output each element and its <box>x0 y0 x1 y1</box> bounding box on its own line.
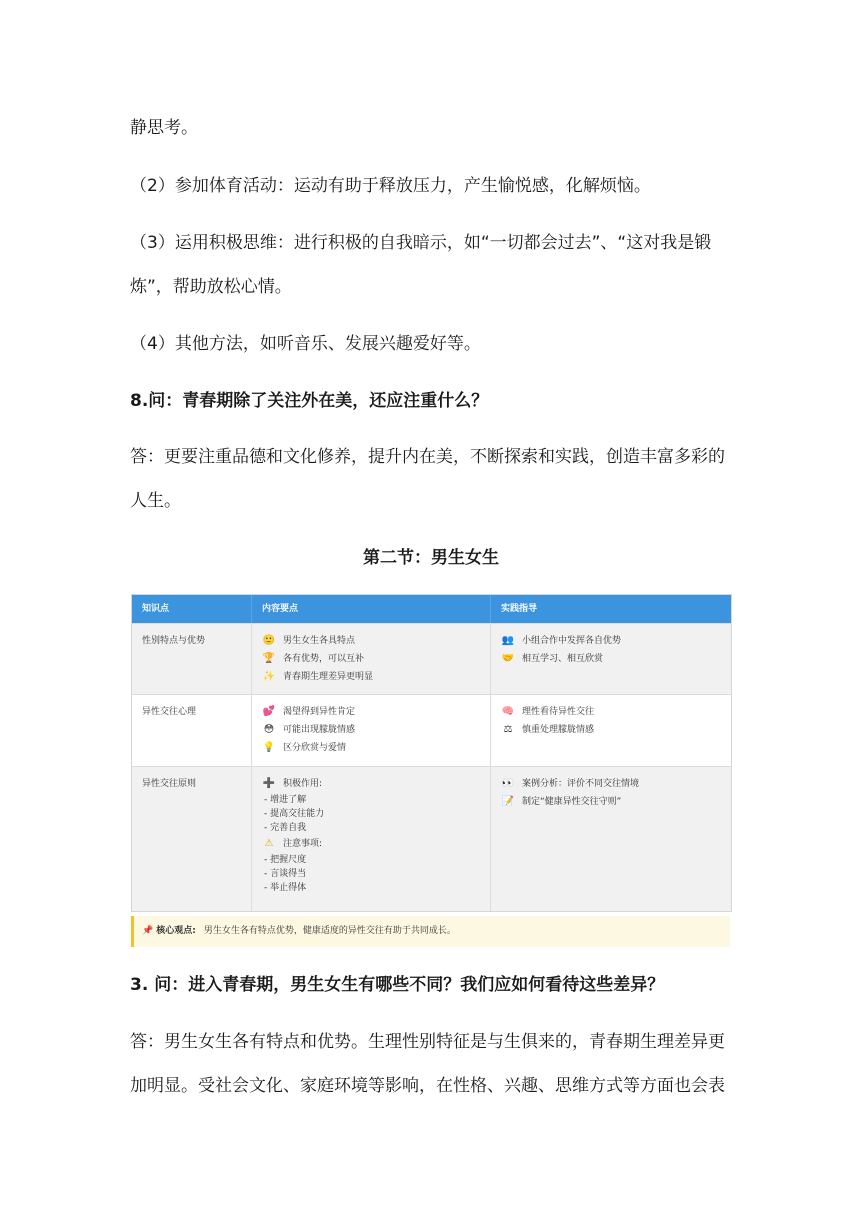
list-item-text: 男生女生各具特点 <box>283 636 356 646</box>
balance-icon: ⚖ <box>503 724 513 735</box>
table-header-cell: 内容要点 <box>252 595 491 623</box>
list-item <box>501 650 721 668</box>
list-heading-text: 积极作用: <box>283 779 323 789</box>
table-cell-topic: 性别特点与优势 <box>132 624 252 694</box>
core-point-note <box>131 916 730 947</box>
hearts-icon: 💕 <box>262 706 276 717</box>
paragraph: （2）参加体育活动：运动有助于释放压力，产生愉悦感，化解烦恼。 <box>130 176 651 196</box>
list-item-text: 理性看待异性交往 <box>522 707 595 717</box>
list-item <box>501 703 721 721</box>
list-item: - 提高交往能力 <box>264 809 325 819</box>
trophy-icon: 🏆 <box>262 653 276 664</box>
list-item-text: 相互学习、相互欣赏 <box>522 654 604 664</box>
table-cell-content <box>252 695 491 766</box>
warning-icon: ⚠ <box>264 838 274 849</box>
paragraph: （3）运用积极思维：进行积极的自我暗示，如“一切都会过去”、“这对我是锻 <box>130 233 712 253</box>
table-header-cell: 实践指导 <box>501 604 538 614</box>
answer-paragraph: 答：男生女生各有特点和优势。生理性别特征是与生俱来的，青春期生理差异更 <box>130 1032 725 1052</box>
table-cell-topic: 异性交往原则 <box>132 767 252 911</box>
table-row <box>132 623 731 694</box>
list-item-text: 区分欣赏与爱情 <box>283 743 347 753</box>
list-item <box>262 650 480 668</box>
list-item-text: 渴望得到异性肯定 <box>283 707 356 717</box>
list-item: - 把握尺度 <box>264 855 307 865</box>
table-cell-practice <box>491 695 731 766</box>
answer-paragraph: 人生。 <box>130 491 181 511</box>
list-item <box>262 721 480 739</box>
table-cell-content <box>252 767 491 911</box>
table-header <box>132 595 731 623</box>
table-cell-content <box>252 624 491 694</box>
list-item <box>262 739 480 757</box>
summary-table <box>131 594 732 912</box>
list-item-text: 青春期生理差异更明显 <box>283 672 374 682</box>
list-item-text: 小组合作中发挥各自优势 <box>522 636 622 646</box>
paragraph: 炼”，帮助放松心情。 <box>130 277 292 297</box>
paragraph: （4）其他方法，如听音乐、发展兴趣爱好等。 <box>130 334 481 354</box>
list-heading <box>262 835 480 853</box>
section-title: 第二节：男生女生 <box>363 548 499 568</box>
paragraph: 静思考。 <box>130 118 198 138</box>
list-item: - 增进了解 <box>264 795 307 805</box>
handshake-icon: 🤝 <box>501 653 515 664</box>
list-heading-text: 注意事项: <box>283 839 323 849</box>
list-item: - 举止得体 <box>264 883 307 893</box>
answer-paragraph: 答：更要注重品德和文化修养，提升内在美，不断探索和实践，创造丰富多彩的 <box>130 447 725 467</box>
blush-face-icon: 😳 <box>263 724 275 735</box>
table-row <box>132 694 731 766</box>
note-text: 男生女生各有特点优势，健康适度的异性交往有助于共同成长。 <box>203 926 456 936</box>
question-heading: 3. 问：进入青春期，男生女生有哪些不同？我们应如何看待这些差异？ <box>130 975 665 995</box>
eyes-icon: 👀 <box>501 778 515 789</box>
list-item-text: 可能出现朦胧情感 <box>283 725 356 735</box>
list-item-text: 慎重处理朦胧情感 <box>522 725 595 735</box>
list-heading <box>262 775 480 793</box>
plus-icon: ➕ <box>262 778 276 789</box>
question-heading: 8.问：青春期除了关注外在美，还应注重什么？ <box>130 391 489 411</box>
group-icon: 👥 <box>501 635 515 646</box>
list-item <box>501 793 721 811</box>
list-item-text: 案例分析：评价不同交往情境 <box>522 779 640 789</box>
list-item <box>501 721 721 739</box>
answer-paragraph: 加明显。受社会文化、家庭环境等影响，在性格、兴趣、思维方式等方面也会表 <box>130 1076 725 1096</box>
list-item-text: 各有优势，可以互补 <box>283 654 365 664</box>
table-row <box>132 766 731 911</box>
list-item <box>501 632 721 650</box>
table-cell-topic: 异性交往心理 <box>132 695 252 766</box>
pin-icon: 📌 <box>142 926 154 936</box>
lightbulb-icon: 💡 <box>262 742 276 753</box>
list-item <box>262 632 480 650</box>
brain-icon: 🧠 <box>501 706 515 717</box>
list-item <box>262 668 480 686</box>
list-item: - 完善自我 <box>264 823 307 833</box>
table-cell-practice <box>491 624 731 694</box>
sparkle-icon: ✨ <box>262 671 276 682</box>
list-item-text: 制定“健康异性交往守则” <box>522 797 622 807</box>
table-cell-practice <box>491 767 731 911</box>
memo-icon: 📝 <box>501 796 515 807</box>
table-header-cell: 知识点 <box>132 595 252 623</box>
note-label: 核心观点: <box>156 926 196 936</box>
list-item <box>262 703 480 721</box>
list-item <box>501 775 721 793</box>
list-item: - 言谈得当 <box>264 869 307 879</box>
person-icon: 🙂 <box>262 635 276 646</box>
